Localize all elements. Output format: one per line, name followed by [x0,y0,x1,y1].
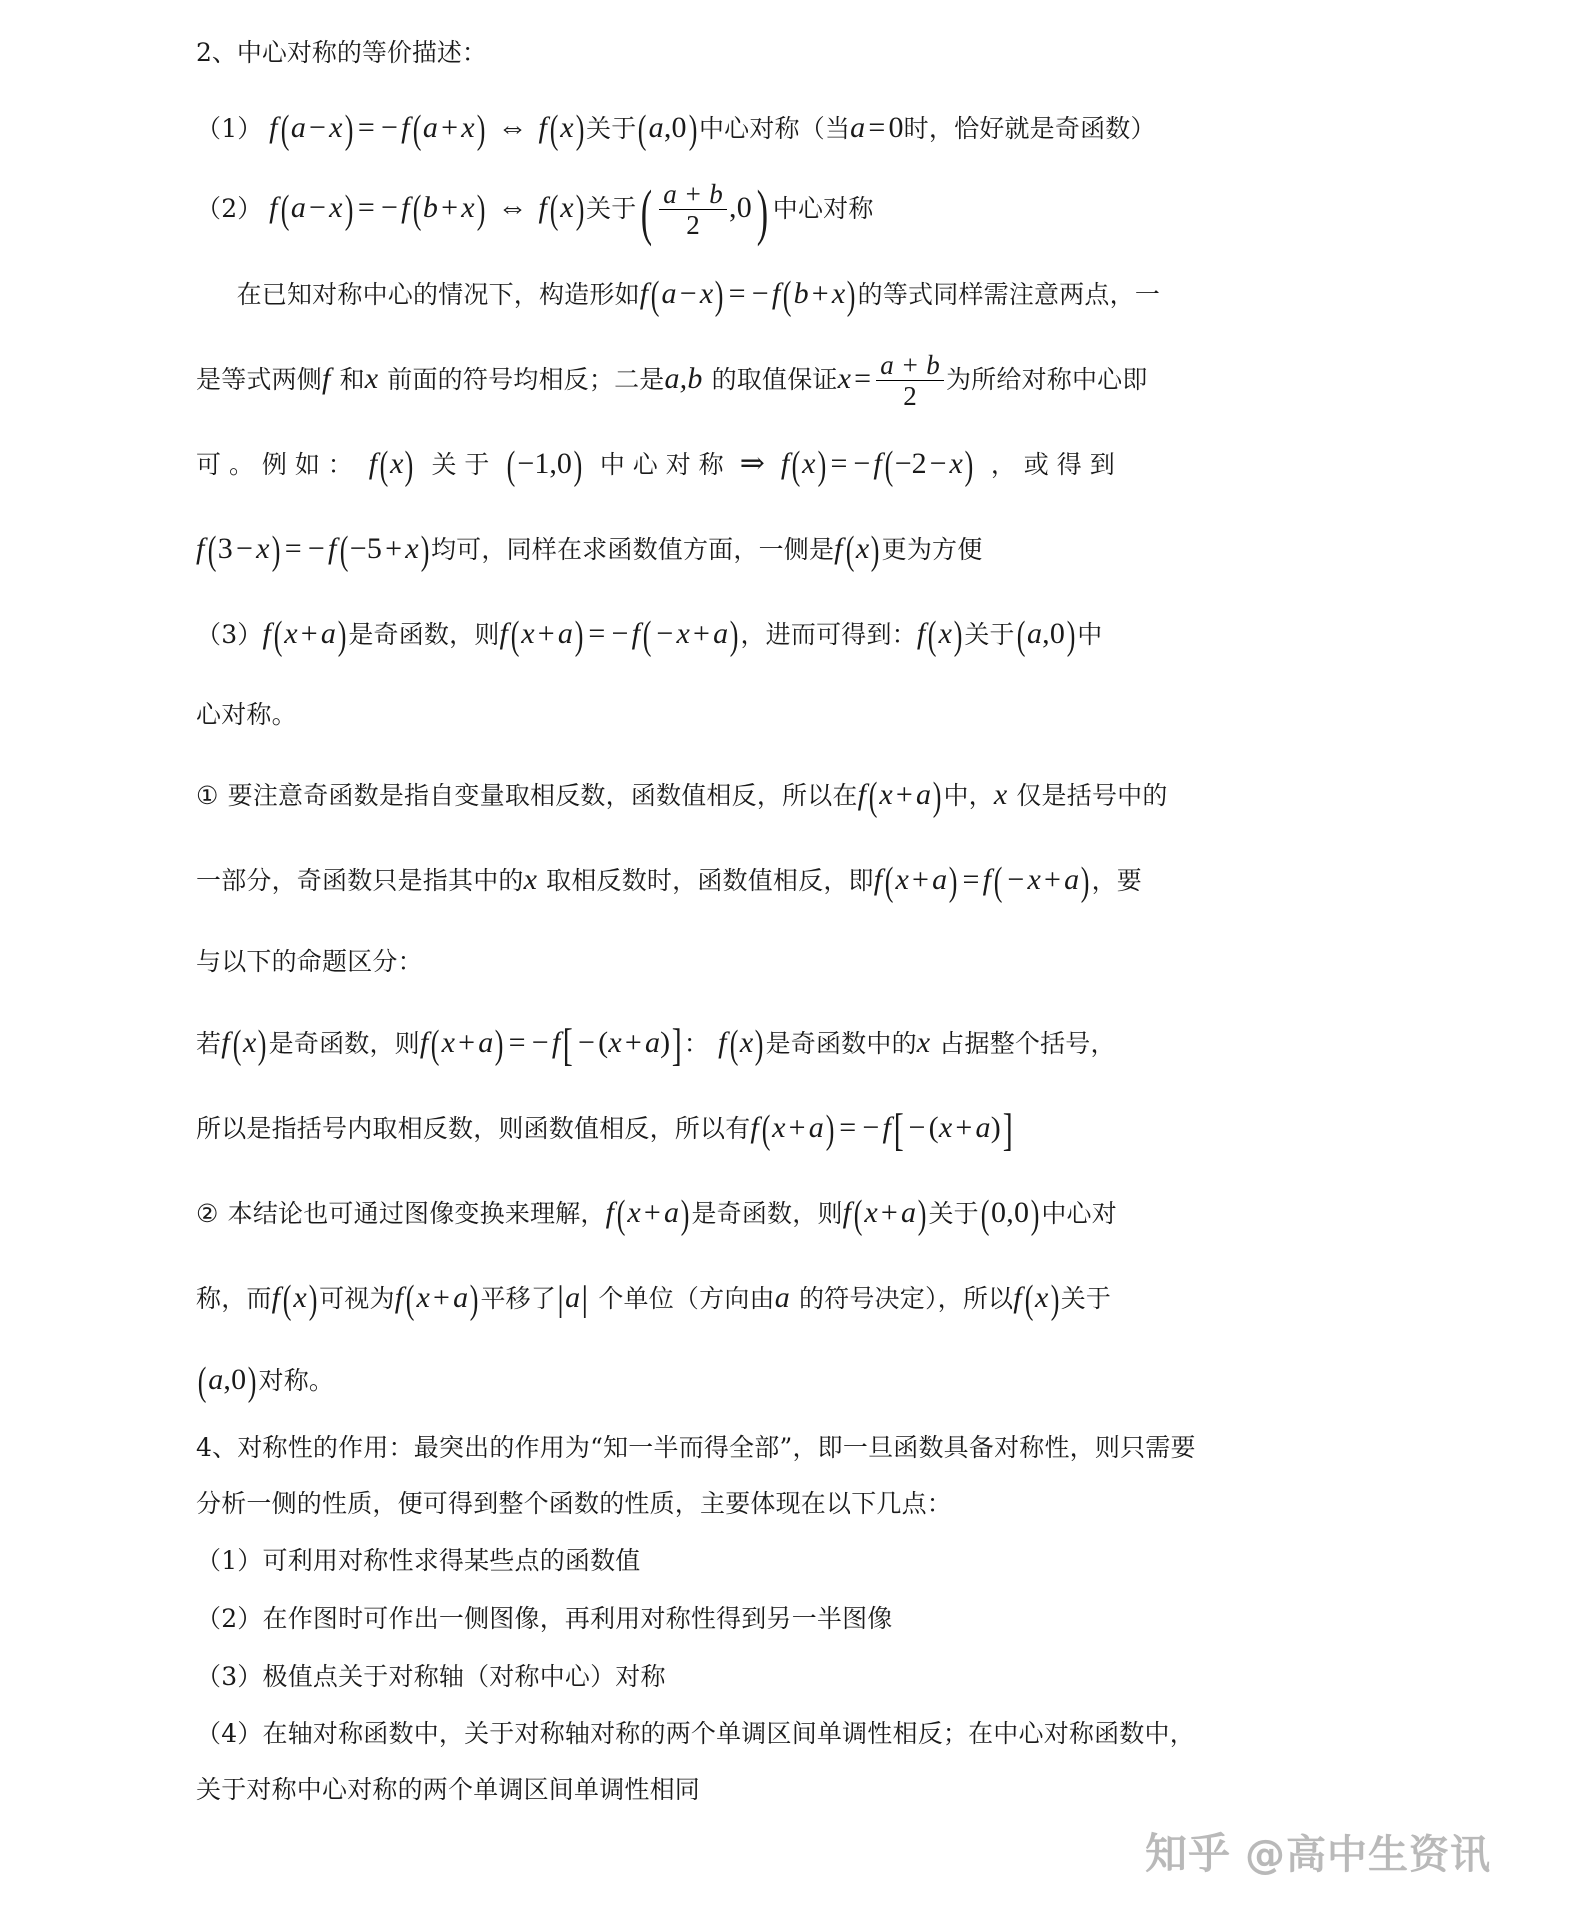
item1-marker: （1） [196,114,263,143]
para1-l3-equation: f(x) = − f(−2 − x) [780,442,974,488]
item3-b: ，进而可得到： [740,620,917,649]
para1-l3-point: (−1,0) [507,442,583,488]
item3-a: 是奇函数，则 [348,620,500,649]
para1-l3-c: 中 心 对 称 [599,450,724,479]
note1-line3 [196,923,1316,1001]
item4-marker: 4、 [196,1433,238,1462]
note1-line4 [196,1001,1316,1086]
para1-l2-x: x [364,362,379,395]
note1-l3: 与以下的命题区分： [196,947,423,976]
note1-l4-a: 若 [196,1029,222,1058]
item3-eq2: f(x + a) = − f( − x + a) [499,612,739,658]
item4-sub1 [196,1532,1316,1590]
note1-l1-a: 要注意奇函数是指自变量取相反数，函数值相反，所以在 [227,781,858,810]
item4-sub4-line2 [196,1762,1316,1818]
item4-line2 [196,1476,1316,1532]
note1-l1-x: x [993,778,1008,811]
note1-l1-c: 仅是括号中的 [1016,781,1168,810]
zhihu-watermark [1145,1821,1491,1881]
note1-l4-fx2: f(x) [718,1021,764,1067]
equivalence-item-3 [196,592,1316,677]
para1-l2-fraction-wrap [874,349,946,411]
note2-marker: ② [196,1199,219,1228]
note1-l4-c: ： [683,1029,710,1058]
note2-l2-eq: f(x + a) [394,1276,479,1322]
note1-l2-eq: f(x + a) = f( − x + a) [873,858,1090,904]
note1-l4-eq: f(x + a) = − f[ − (x + a)] [419,1018,683,1071]
para1-l2-ab: a,b [664,362,703,395]
para1-line1 [196,252,1316,337]
note1-l2-x: x [523,863,538,896]
item4-sub3 [196,1648,1316,1706]
note1-l4-b: 是奇函数，则 [268,1029,420,1058]
para1-l2-c: 前面的符号均相反；二是 [387,365,665,394]
note1-marker: ① [196,781,219,810]
item4-sub4-l2-text: 关于对称中心对称的两个单调区间单调性相同 [196,1775,701,1804]
para1-l1-equation: f(a − x) = − f(b + x) [639,272,856,318]
note1-l2-c: ，要 [1091,866,1142,895]
para1-line3 [196,422,1316,507]
item3-line2-text: 心对称。 [196,700,297,729]
item1-center-point: (a,0) [638,106,698,152]
para1-l1-a: 在已知对称中心的情况下，构造形如 [236,280,640,309]
para1-l4-equation: f(3 − x) = − f(−5 + x) [196,527,430,573]
note2-l1-point: (0,0) [980,1191,1040,1237]
note2-line2 [196,1256,1316,1341]
para1-l4-a: 均可，同样在求函数值方面，一侧是 [430,535,835,564]
item3-eq1: f(x + a) [262,612,347,658]
note2-l2-f: 关于 [1060,1284,1112,1313]
item4-sub4-line1 [196,1706,1316,1762]
note1-l4-fx: f(x) [221,1021,267,1067]
item2-tail: 中心对称 [772,194,874,223]
note2-l3-point: (a,0) [197,1358,257,1404]
item2-mid-text: 关于 [586,194,637,223]
note1-line2 [196,838,1316,923]
note2-l2-a: 称，而 [196,1284,272,1313]
item4-l2: 分析一侧的性质，便可得到整个函数的性质，主要体现在以下几点： [196,1489,953,1518]
item4-sub3-text: （3）极值点关于对称轴（对称中心）对称 [196,1662,666,1691]
equivalence-item-2 [196,165,1316,252]
para1-l3-a: 可 。 例 如 ： [196,450,353,479]
note2-l2-c: 平移了 [480,1284,557,1313]
note2-l2-abs: |a| [557,1280,589,1319]
note2-l2-e: 的符号决定），所以 [798,1284,1014,1313]
para1-l2-f: f [322,362,331,395]
item3-marker: （3） [196,620,263,649]
note2-l2-fx: f(x) [271,1276,318,1322]
note1-l4-e: 占据整个括号， [939,1029,1116,1058]
para1-l2-d: 的取值保证 [711,365,838,394]
item2-marker: （2） [196,194,263,223]
item3-point: (a,0) [1016,612,1076,658]
note2-l3-a: 对称。 [258,1366,335,1395]
item2-fraction: $\frac{a + b}{2}$ [659,180,727,240]
item4-sub2-text: （2）在作图时可作出一侧图像，再利用对称性得到另一半图像 [196,1604,893,1633]
item2-equation: f(a − x) = − f(b + x) ⇔ f(x) [269,186,585,232]
item3-eq3: f(x) [916,612,963,658]
item4-l1: 对称性的作用：最突出的作用为“知一半而得全部”，即一旦函数具备对称性，则只需要 [237,1433,1196,1462]
item1-tail: 中心对称（当 [698,114,851,143]
note2-line1 [196,1171,1316,1256]
note1-l1-eq: f(x + a) [857,773,942,819]
section-heading: 2、中心对称的等价描述： [196,38,487,67]
zhihu-logo: 知乎 [1144,1829,1231,1878]
note2-l2-fx2: f(x) [1013,1276,1060,1322]
note1-line1 [196,753,1316,838]
note2-l1-c: 关于 [928,1199,979,1228]
item2-center-point: ( $\frac{a + b}{2}$ ,0) [641,178,769,247]
note2-l1-a: 本结论也可通过图像变换来理解， [227,1199,606,1228]
item1-equation: f(a − x) = − f(a + x) ⇔ f(x) [269,106,585,152]
note1-l4-x: x [916,1026,931,1059]
para1-l2-b: 和 [339,365,365,394]
note1-l5-a: 所以是指括号内取相反数，则函数值相反，所以有 [196,1114,751,1143]
note2-l1-eq: f(x + a) [605,1191,690,1237]
note1-line5 [196,1086,1316,1171]
note2-l2-b: 可视为 [319,1284,395,1313]
para1-l3-arrow: ⇒ [739,447,765,480]
note1-l4-d: 是奇函数中的 [765,1029,917,1058]
para1-l2-a: 是等式两侧 [196,365,323,394]
equivalence-item-1 [196,92,1316,165]
item4-line1 [196,1420,1316,1476]
para1-l4-fx: f(x) [834,527,880,573]
item3-d: 中 [1077,620,1103,649]
note2-l2-d: 个单位（方向由 [598,1284,775,1313]
para1-line4 [196,507,1316,592]
para1-l3-d: ， 或 得 到 [990,450,1115,479]
note2-line3 [196,1341,1316,1420]
zhihu-handle: @高中生资讯 [1245,1831,1491,1878]
para1-line2 [196,337,1316,422]
item1-tail2: 时，恰好就是奇函数） [903,114,1156,143]
note2-l1-eq2: f(x + a) [842,1191,927,1237]
note1-l2-a: 一部分，奇函数只是指其中的 [196,866,524,895]
item4-sub4-l1-text: （4）在轴对称函数中，关于对称轴对称的两个单调区间单调性相反；在中心对称函数中， [196,1719,1195,1748]
para1-l2-x2: x = [837,362,872,395]
para1-fraction: $\frac{a + b}{2}$ [876,351,944,411]
para1-l4-b: 更为方便 [881,535,983,564]
document-content [196,30,1316,1818]
note1-l2-b: 取相反数时，函数值相反，即 [546,866,874,895]
item4-sub2 [196,1590,1316,1648]
note1-l5-eq: f(x + a) = − f[ − (x + a)] [750,1103,1013,1156]
item4-sub1-text: （1）可利用对称性求得某些点的函数值 [196,1546,641,1575]
item3-c: 关于 [964,620,1015,649]
para1-l1-b: 的等式同样需注意两点，一 [857,280,1161,309]
note1-l1-b: 中， [943,781,994,810]
item3-line2 [196,677,1316,753]
para1-l3-fx: f(x) [368,442,414,488]
note2-l1-d: 中心对 [1041,1199,1117,1228]
item1-condition: a = 0 [850,111,904,144]
para1-l2-e: 为所给对称中心即 [945,365,1148,394]
para1-l3-b: 关 于 [431,450,490,479]
note2-l1-b: 是奇函数，则 [691,1199,843,1228]
item1-mid-text: 关于 [586,114,637,143]
note2-l2-a2: a [774,1281,790,1314]
